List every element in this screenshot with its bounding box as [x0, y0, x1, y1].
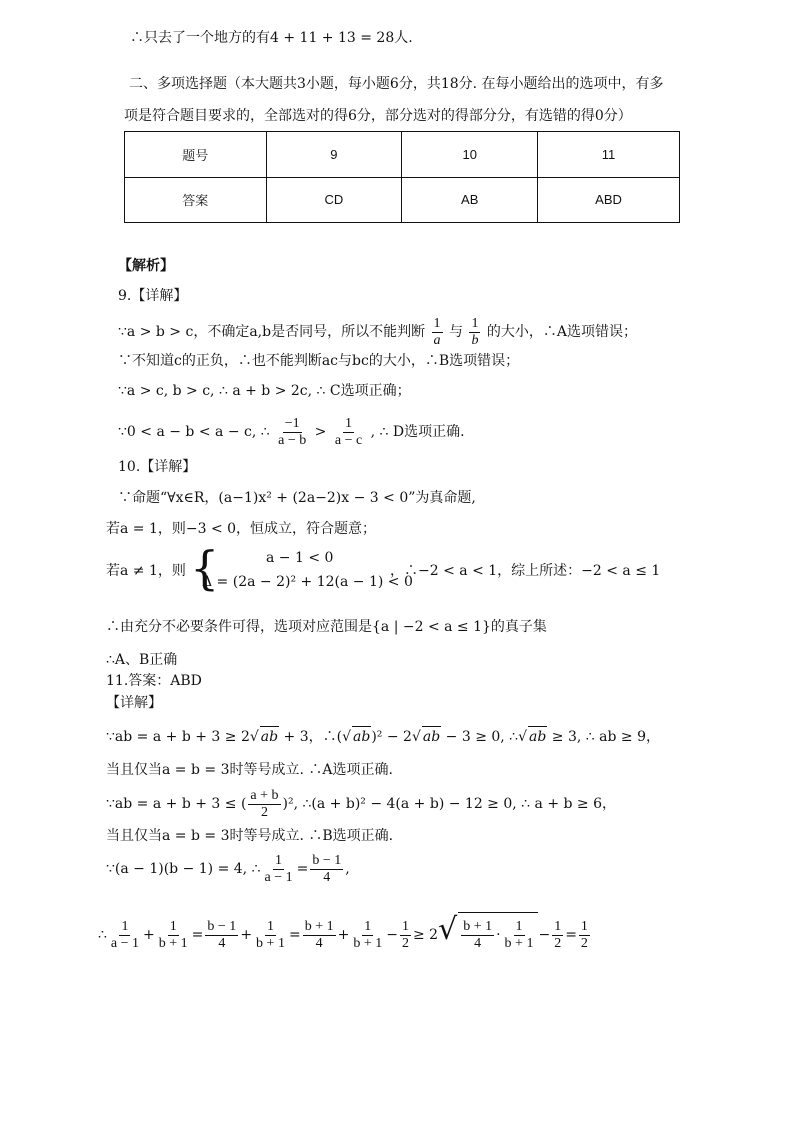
q11-answer: 11.答案：ABD [106, 673, 202, 689]
operator: + [143, 927, 155, 943]
fraction: $\frac{a + b}{2}$ [250, 787, 279, 820]
q11-line1-f: ≥ 3, ∴ ab ≥ 9， [547, 729, 660, 745]
fraction: $\frac{1}{a - 1}$ [110, 918, 140, 951]
sqrt-radicand: ab [422, 726, 441, 747]
sqrt-radicand: ab [260, 726, 279, 747]
fraction: $\frac{b + 1}{4}$ [463, 918, 493, 951]
q11-line5-a: ∵(a − 1)(b − 1) = 4, ∴ [106, 861, 261, 877]
fraction: $\frac{1}{b + 1}$ [504, 918, 534, 951]
q9-line4-c: , ∴ D选项正确. [370, 424, 465, 440]
q11-line3 [106, 784, 616, 824]
fraction: $\frac{1}{b + 1}$ [158, 918, 188, 951]
q10-line2: 若a = 1，则−3 < 0，恒成立，符合题意； [106, 521, 377, 537]
sqrt-icon: √ [249, 729, 259, 745]
fraction: $\frac{b - 1}{4}$ [207, 918, 237, 951]
sqrt-icon: √ [438, 912, 458, 947]
operator: + [240, 927, 253, 943]
q11-line6-start: ∴ [98, 927, 107, 943]
q10-line4: ∴由充分不必要条件可得，选项对应范围是{a | −2 < a ≤ 1}的真子集 [106, 619, 547, 635]
fraction: $\frac{1}{b}$ [471, 315, 479, 348]
fraction: $\frac{1}{a - c}$ [334, 415, 363, 448]
table-cell: ABD [538, 177, 680, 223]
operator: − [538, 927, 551, 943]
q11-line1-c: + 3，∴( [279, 729, 343, 745]
table-cell: 10 [402, 132, 538, 178]
q9-line1-c: 的大小，∴A选项错误； [486, 324, 638, 340]
q11-line3-b: )², ∴(a + b)² − 4(a + b) − 12 ≥ 0, ∴ a + b ≥ 6， [282, 796, 617, 812]
q10-line1: ∵命题“∀x∈R，(a−1)x² + (2a−2)x − 3 < 0”为真命题, [118, 490, 476, 506]
section-heading-line2: 项是符合题目要求的，全部选对的得6分，部分选对的得部分分，有选错的得0分） [124, 108, 632, 124]
sqrt-radicand: ab [528, 726, 547, 747]
q11-line5 [106, 849, 350, 889]
fraction: $\frac{1}{b + 1}$ [256, 918, 285, 951]
operator: ≥ 2 [412, 927, 439, 943]
sqrt-icon: √ [342, 729, 352, 745]
q11-line1-a: ∵ab = a + b + 3 ≥ 2 [106, 729, 250, 745]
q9-line2: ∵不知道c的正负，∴也不能判断ac与bc的大小，∴B选项错误； [118, 353, 520, 369]
q11-title: 【详解】 [106, 695, 162, 711]
q9-line4-b: > [314, 424, 327, 440]
sqrt-radicand [458, 912, 538, 957]
q11-line1-d: )² − 2 [371, 729, 412, 745]
q11-line4: 当且仅当a = b = 3时等号成立. ∴B选项正确. [106, 828, 394, 844]
q10-system-row2: Δ = (2a − 2)² + 12(a − 1) < 0 [202, 574, 413, 590]
sqrt-icon: √ [518, 729, 528, 745]
table-cell: 11 [538, 132, 680, 178]
q10-line5: ∴A、B正确 [106, 652, 178, 668]
operator: · [496, 927, 501, 943]
q10-line3a: 若a ≠ 1，则 [106, 563, 186, 579]
fraction: $\frac{b - 1}{4}$ [312, 852, 342, 885]
q11-line2: 当且仅当a = b = 3时等号成立. ∴A选项正确. [106, 762, 393, 778]
q9-line1-b: 与 [448, 324, 463, 340]
section-heading-line1: 二、多项选择题（本大题共3小题，每小题6分，共18分. 在每小题给出的选项中，有多 [129, 76, 664, 92]
q9-line4-a: ∵0 < a − b < a − c, ∴ [118, 424, 270, 440]
fraction: $\frac{1}{b + 1}$ [353, 918, 383, 951]
q9-title: 9.【详解】 [118, 288, 188, 304]
fraction: $\frac{-1}{a - b}$ [278, 415, 307, 448]
q9-line1-a: ∵a > b > c，不确定a,b是否同号，所以不能判断 [118, 324, 426, 340]
operator: = [565, 927, 577, 943]
sqrt-icon: √ [411, 729, 421, 745]
q11-line1 [106, 726, 660, 747]
sqrt-radicand: ab [352, 726, 371, 747]
fraction: $\frac{1}{2}$ [554, 918, 562, 951]
q11-line5-c: , [345, 861, 350, 877]
table-header-label: 题号 [125, 132, 267, 178]
table-cell: CD [266, 177, 402, 223]
q10-system-row1: a − 1 < 0 [266, 550, 334, 566]
table-row [125, 132, 680, 178]
operator: = [191, 927, 204, 943]
system-brace: { [190, 541, 220, 595]
table-answer-label: 答案 [125, 177, 267, 223]
fraction: $\frac{1}{a}$ [433, 315, 441, 348]
q9-line4 [118, 412, 465, 452]
q11-line5-b: = [296, 861, 309, 877]
operator: − [386, 927, 398, 943]
operator: = [288, 927, 301, 943]
fraction: $\frac{1}{2}$ [580, 918, 588, 951]
answer-table [124, 131, 680, 223]
q11-line6 [98, 908, 592, 957]
table-cell: AB [402, 177, 538, 223]
table-cell: 9 [266, 132, 402, 178]
q9-line1 [118, 314, 637, 350]
fraction: $\frac{1}{a - 1}$ [264, 852, 293, 885]
q9-line3: ∵a > c, b > c, ∴ a + b > 2c, ∴ C选项正确； [118, 383, 411, 399]
q10-title: 10.【详解】 [118, 459, 197, 475]
fraction: $\frac{b + 1}{4}$ [304, 918, 334, 951]
analysis-title: 【解析】 [118, 258, 174, 274]
q10-line3b: ，∴−2 < a < 1，综上所述：−2 < a ≤ 1 [390, 563, 661, 579]
operator: + [337, 927, 350, 943]
conclusion-line: ∴只去了一个地方的有4 + 11 + 13 = 28人. [130, 30, 413, 46]
fraction: $\frac{1}{2}$ [401, 918, 409, 951]
q11-line3-a: ∵ab = a + b + 3 ≤ ( [106, 796, 247, 812]
table-row [125, 177, 680, 223]
q11-line1-e: − 3 ≥ 0, ∴ [441, 729, 519, 745]
